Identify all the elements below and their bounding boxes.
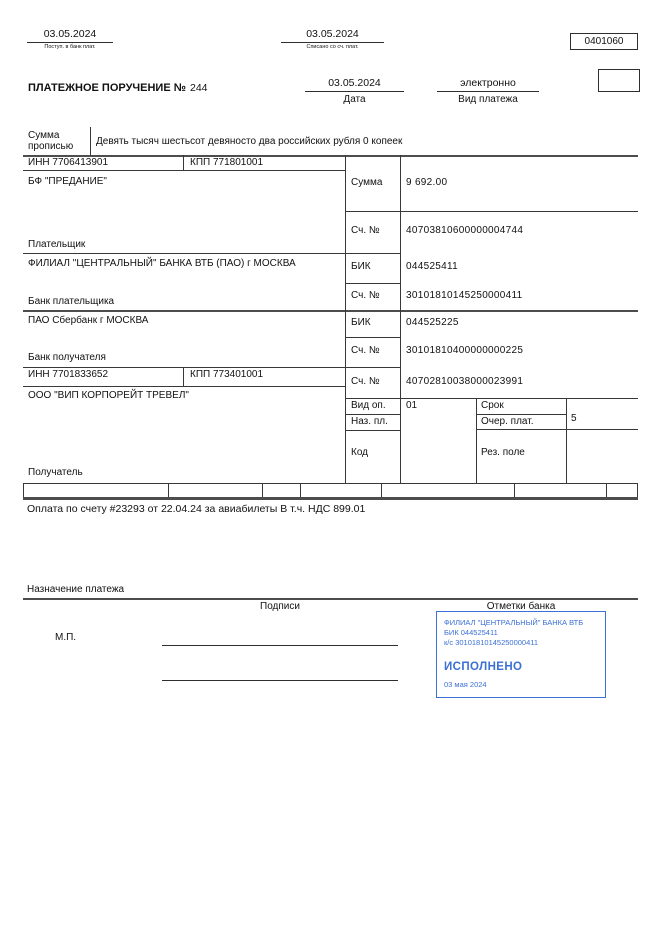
payer-account-value: 40703810600000004744 (406, 225, 524, 236)
payee-inn: ИНН 7701833652 (28, 369, 109, 380)
payee-bank-section-label: Банк получателя (28, 352, 106, 363)
table-border-line (345, 211, 638, 212)
code-label-cell: Код (351, 447, 369, 458)
table-border-line (23, 483, 24, 497)
payer-bank-corr-label-cell: Сч. № (351, 290, 380, 301)
payee-bank-corr-value: 30101810400000000225 (406, 345, 524, 356)
payee-account-value: 40702810038000023991 (406, 376, 524, 387)
empty-code-box (598, 69, 640, 92)
table-border-line (476, 414, 566, 415)
table-border-line (345, 430, 400, 431)
purpose-section-label: Назначение платежа (27, 584, 125, 595)
payer-kpp: КПП 771801001 (190, 157, 264, 168)
payee-section-label: Получатель (28, 467, 83, 478)
payer-bank-name: ФИЛИАЛ "ЦЕНТРАЛЬНЫЙ" БАНКА ВТБ (ПАО) г МОСКВА (28, 258, 296, 269)
payee-bank-bik-label-cell: БИК (351, 317, 371, 328)
payee-account-label-cell: Сч. № (351, 376, 380, 387)
payer-bank-bik-label-cell: БИК (351, 261, 371, 272)
received-date-value: 03.05.2024 (27, 28, 113, 43)
table-border-line (23, 253, 400, 254)
table-border-line (23, 367, 400, 368)
doc-date-field (305, 77, 404, 106)
table-border-line (23, 155, 638, 157)
table-border-line (168, 483, 169, 497)
table-border-line (381, 483, 382, 497)
debited-date-label: Списано со сч. плат. (306, 44, 359, 50)
payee-name: ООО "ВИП КОРПОРЕЙТ ТРЕВЕЛ" (28, 390, 189, 401)
stamp-status: ИСПОЛНЕНО (444, 661, 523, 673)
table-border-line (345, 337, 400, 338)
table-border-line (514, 483, 515, 497)
doc-date-value: 03.05.2024 (305, 77, 404, 92)
signature-line-2 (162, 680, 398, 681)
debited-date-field (281, 28, 384, 51)
amount-words-value: Девять тысяч шестьсот девяносто два российских рубля 0 копеек (96, 136, 403, 147)
table-border-line (476, 429, 638, 430)
table-border-line (183, 367, 184, 386)
table-border-line (400, 155, 401, 483)
payer-section-label: Плательщик (28, 239, 86, 250)
doc-date-label: Дата (343, 94, 366, 105)
payment-kind-field (437, 77, 539, 106)
payee-bank-name: ПАО Сбербанк г МОСКВА (28, 315, 149, 326)
payer-bank-corr-value: 30101810145250000411 (406, 290, 523, 301)
table-border-line (23, 310, 638, 312)
document-title (28, 78, 208, 96)
form-code: 0401060 (584, 36, 624, 47)
table-border-line (23, 170, 345, 171)
table-border-line (345, 414, 400, 415)
received-date-field (27, 28, 113, 51)
table-border-line (345, 283, 400, 284)
table-border-line (23, 483, 638, 484)
stamp-bik: БИК 044525411 (444, 628, 498, 637)
table-border-line (262, 483, 263, 497)
priority-value: 5 (571, 413, 577, 424)
table-border-line (300, 483, 301, 497)
payment-kind-label: Вид платежа (458, 94, 518, 105)
table-border-line (90, 127, 91, 155)
table-border-line (606, 483, 607, 497)
priority-label-cell: Очер. плат. (481, 416, 534, 427)
received-date-label: Поступ. в банк плат. (44, 44, 96, 50)
payer-bank-bik-value: 044525411 (406, 261, 459, 272)
payee-bank-bik-value: 044525225 (406, 317, 459, 328)
sum-value: 9 692.00 (406, 177, 448, 188)
payer-inn: ИНН 7706413901 (28, 157, 109, 168)
payer-account-label-cell: Сч. № (351, 225, 380, 236)
table-border-line (23, 598, 638, 600)
pay-purpose-code-label-cell: Наз. пл. (351, 416, 388, 427)
op-kind-value: 01 (406, 400, 418, 411)
table-border-line (345, 155, 346, 483)
table-border-line (637, 483, 638, 497)
amount-words-label: Сумма прописью (28, 130, 74, 152)
payer-name: БФ "ПРЕДАНИЕ" (28, 176, 107, 187)
purpose-text: Оплата по счету #23293 от 22.04.24 за авиабилеты В т.ч. НДС 899.01 (27, 503, 366, 515)
form-code-box (570, 33, 638, 50)
document-title-text: ПЛАТЕЖНОЕ ПОРУЧЕНИЕ № (28, 82, 186, 94)
payment-kind-value: электронно (437, 77, 539, 92)
signature-line-1 (162, 645, 398, 646)
table-border-line (23, 497, 638, 500)
stamp-place-label: М.П. (55, 632, 77, 643)
stamp-corr: к/с 30101810145250000411 (444, 638, 539, 647)
stamp-bank-name: ФИЛИАЛ "ЦЕНТРАЛЬНЫЙ" БАНКА ВТБ (444, 618, 584, 627)
table-border-line (476, 398, 477, 483)
document-number: 244 (189, 82, 208, 94)
bank-stamp (436, 611, 606, 698)
term-label-cell: Срок (481, 400, 504, 411)
payer-bank-section-label: Банк плательщика (28, 296, 115, 307)
debited-date-value: 03.05.2024 (281, 28, 384, 43)
payee-bank-corr-label-cell: Сч. № (351, 345, 380, 356)
stamp-date: 03 мая 2024 (444, 680, 487, 689)
payee-kpp: КПП 773401001 (190, 369, 264, 380)
sum-label-cell: Сумма (351, 177, 383, 188)
bank-marks-header: Отметки банка (486, 601, 556, 612)
reserve-field-label-cell: Рез. поле (481, 447, 525, 458)
table-border-line (183, 155, 184, 171)
table-border-line (23, 386, 345, 387)
op-kind-label-cell: Вид оп. (351, 400, 386, 411)
table-border-line (345, 398, 638, 399)
table-border-line (566, 398, 567, 483)
signatures-header: Подписи (260, 601, 300, 612)
